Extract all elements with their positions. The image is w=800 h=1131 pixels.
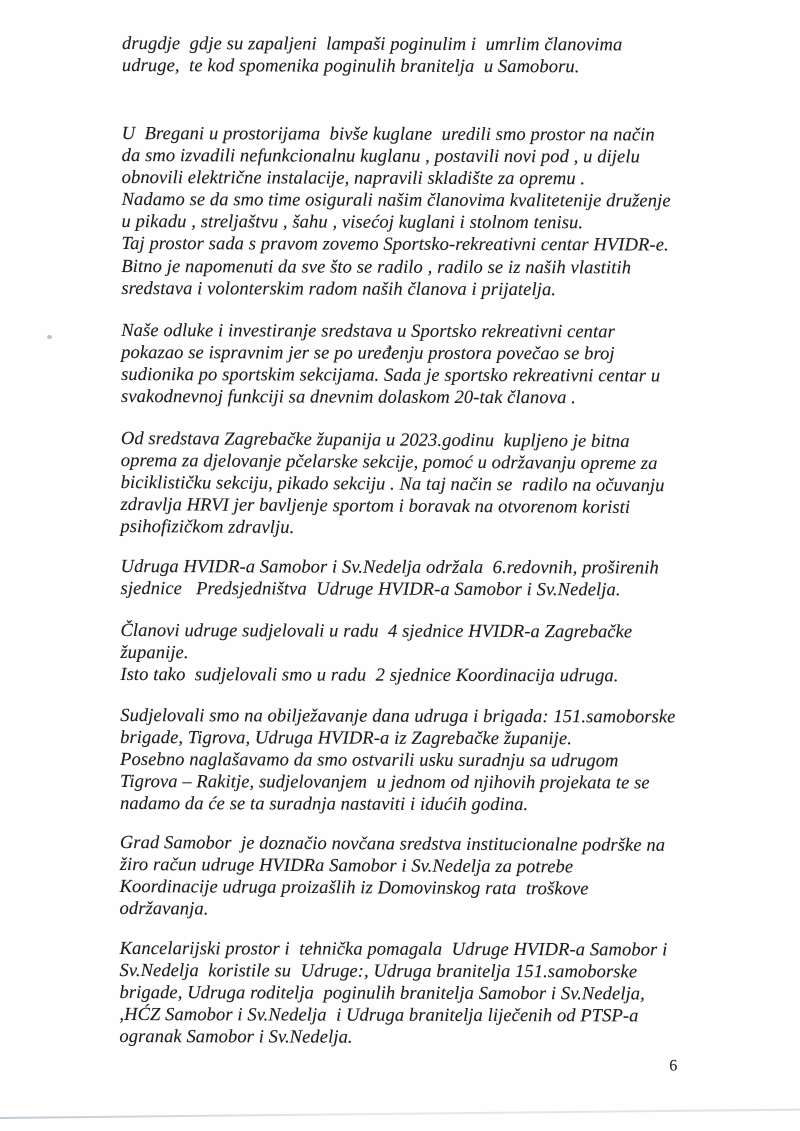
ink-speck-artifact [47,335,52,339]
text-line: Isto tako sudjelovali smo u radu 2 sjednice Koordinacija udruga. [120,665,619,687]
paragraph-9 [119,938,667,1050]
text-line: biciklističku sekciju, pikado sekciju . Na taj način se radilo na očuvanju [120,473,665,497]
text-line: Koordinacije udruga proizašlih iz Domovinskog rata troškove [119,877,589,900]
text-line: udruge, te kod spomenika poginulih branitelja u Samoboru. [121,56,580,78]
paragraph-8 [119,832,665,923]
text-line: nadamo da će se ta suradnja nastaviti i idućih godina. [119,794,529,816]
text-line: oprema za djelovanje pčelarske sekcije, pomoć u održavanju opreme za [120,451,658,475]
text-line: održavanja. [119,899,209,920]
text-line: Posebno naglašavamo da smo ostvarili usku suradnju sa udrugom [120,750,619,772]
text-line: u pikadu , streljaštvu , šahu , visećoj kuglani i stolnom tenisu. [121,212,584,234]
text-line: Sv.Nedelja koristile su Udruge:, Udruga branitelja 151.samoborske [119,961,638,983]
text-line: Bitno je napomenuti da sve što se radilo , radilo se iz naših vlastitih [121,256,632,278]
paragraph-2 [121,123,671,301]
text-line: svakodnevnoj funkciji sa dnevnim dolaskom 20-tak članova . [121,387,576,409]
text-line: brigade, Udruga roditelja poginulih branitelja Samobor i Sv.Nedelja, [119,983,645,1005]
paragraph-5 [121,555,659,601]
text-line: županije. [120,643,189,664]
text-line: ,HĆZ Samobor i Sv.Nedelja i Udruga branitelja liječenih od PTSP-a [119,1005,639,1027]
text-line: da smo izvadili nefunkcionalnu kuglanu , postavili novi pod , u dijelu [121,146,640,168]
text-line: drugdje gdje su zapaljeni lampaši poginulim i umrlim članovima [121,34,623,56]
text-line: sredstava i volonterskim radom naših članova i prijatelja. [121,278,557,300]
page-number: 6 [669,1057,678,1075]
text-line: pokazao se ispravnim jer se po uređenju prostora povečao se broj [121,343,615,365]
text-line: Od sredstava Zagrebačke županija u 2023.godinu kupljeno je bitna [120,429,630,452]
paragraph-6 [120,620,632,688]
text-line: žiro račun udruge HVIDRa Samobor i Sv.Nedelja za potrebe [119,855,574,878]
text-line: Grad Samobor je doznačio novčana sredstva institucionalne podrške na [119,833,666,856]
text-line: sudionika po sportskim sekcijama. Sada je sportsko rekreativni centar u [121,365,661,387]
text-line: zdravlja HRVI jer bavljenje sportom i boravak na otvorenom koristi [120,495,631,519]
text-line: U Bregani u prostorijama bivše kuglane uredili smo prostor na način [121,124,655,146]
paragraph-1 [122,33,622,78]
text-line: Udruga HVIDR-a Samobor i Sv.Nedelja održala 6.redovnih, proširenih [120,557,659,579]
text-line: ogranak Samobor i Sv.Nedelja. [119,1027,353,1048]
text-line: Naše odluke i investiranje sredstava u Sportsko rekreativni centar [121,321,615,343]
text-line: Sudjelovali smo na obilježavanje dana udruga i brigada: 151.samoborske [120,706,676,728]
text-line: Nadamo se da smo time osigurali našim članovima kvalitetenije druženje [121,190,671,212]
text-line: Tigrova – Rakitje, sudjelovanjem u jednom od njihovih projekata te se [120,772,650,794]
text-line: brigade, Tigrova, Udruga HVIDR-a iz Zagrebačke županije. [120,728,572,750]
text-line: psihofizičkom zdravlju. [120,517,295,539]
paragraph-4 [120,428,665,542]
text-line: Taj prostor sada s pravom zovemo Sportsko-rekreativni centar HVIDR-e. [121,234,669,256]
text-line: sjednice Predsjedništva Udruge HVIDR-a Samobor i Sv.Nedelja. [120,579,621,601]
paragraph-7 [120,705,676,817]
text-line: obnovili električne instalacije, napravili skladište za opremu . [121,168,586,190]
paragraph-3 [121,320,660,410]
text-line: Kancelarijski prostor i tehnička pomagala Udruge HVIDR-a Samobor i [119,939,668,961]
text-line: Članovi udruge sudjelovali u radu 4 sjednice HVIDR-a Zagrebačke [120,621,633,643]
